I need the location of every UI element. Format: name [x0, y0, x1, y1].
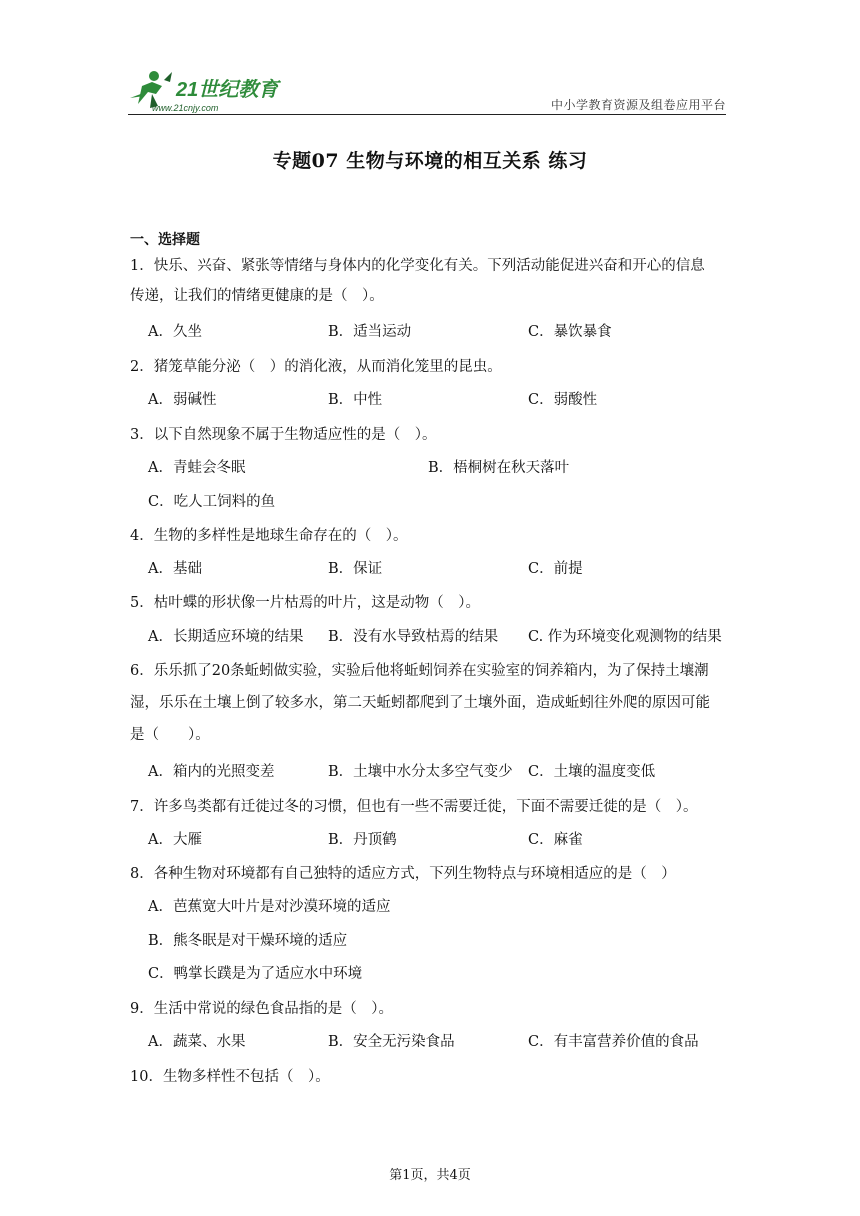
question-5-option-b: B．没有水导致枯焉的结果 — [328, 629, 499, 645]
question-8-option-a: A．芭蕉宽大叶片是对沙漠环境的适应 — [148, 899, 391, 915]
logo-url: www.21cnjy.com — [152, 103, 219, 113]
logo-text: 21世纪教育 — [176, 79, 279, 101]
question-6-text: 是（ ）。 — [130, 727, 210, 743]
question-9-text: 9．生活中常说的绿色食品指的是（ ）。 — [130, 1001, 393, 1017]
question-5-option-c: C. 作为环境变化观测物的结果 — [528, 629, 722, 645]
header-rule — [128, 114, 726, 115]
question-5-text: 5．枯叶蝶的形状像一片枯焉的叶片，这是动物（ ）。 — [130, 595, 480, 611]
question-4-option-a: A．基础 — [148, 561, 202, 577]
question-7-option-a: A．大雁 — [148, 832, 202, 848]
question-5-option-a: A．长期适应环境的结果 — [148, 629, 304, 645]
question-4-option-b: B．保证 — [328, 561, 383, 577]
question-3-text: 3．以下自然现象不属于生物适应性的是（ ）。 — [130, 427, 437, 443]
question-1-option-c: C．暴饮暴食 — [528, 324, 612, 340]
question-8-option-b: B．熊冬眠是对干燥环境的适应 — [148, 933, 348, 949]
question-6-option-c: C．土壤的温度变低 — [528, 764, 656, 780]
platform-name: 中小学教育资源及组卷应用平台 — [550, 98, 726, 112]
question-9-option-a: A．蔬菜、水果 — [148, 1034, 246, 1050]
question-3-option-a: A．青蛙会冬眠 — [148, 460, 246, 476]
question-6-text: 6．乐乐抓了20条蚯蚓做实验，实验后他将蚯蚓饲养在实验室的饲养箱内，为了保持土壤潮 — [130, 663, 709, 679]
question-9-option-c: C．有丰富营养价值的食品 — [528, 1034, 699, 1050]
page-footer: 第1页，共4页 — [389, 1168, 471, 1183]
question-7-option-b: B．丹顶鹤 — [328, 832, 397, 848]
question-2-option-a: A．弱碱性 — [148, 392, 217, 408]
question-10-text: 10．生物多样性不包括（ ）。 — [130, 1069, 330, 1085]
question-1-text: 传递，让我们的情绪更健康的是（ ）。 — [130, 288, 384, 304]
question-8-option-c: C．鸭掌长蹼是为了适应水中环境 — [148, 966, 363, 982]
question-2-option-c: C．弱酸性 — [528, 392, 598, 408]
question-3-option-b: B．梧桐树在秋天落叶 — [428, 460, 570, 476]
question-4-option-c: C．前提 — [528, 561, 583, 577]
question-9-option-b: B．安全无污染食品 — [328, 1034, 455, 1050]
question-1-text: 1．快乐、兴奋、紧张等情绪与身体内的化学变化有关。下列活动能促进兴奋和开心的信息 — [130, 258, 705, 274]
question-6-option-b: B．土壤中水分太多空气变少 — [328, 764, 513, 780]
question-2-text: 2．猪笼草能分泌（ ）的消化液，从而消化笼里的昆虫。 — [130, 359, 502, 375]
question-8-text: 8．各种生物对环境都有自己独特的适应方式，下列生物特点与环境相适应的是（ ） — [130, 866, 676, 882]
question-4-text: 4．生物的多样性是地球生命存在的（ ）。 — [130, 528, 408, 544]
page-header — [128, 66, 726, 116]
question-7-text: 7．许多鸟类都有迁徙过冬的习惯，但也有一些不需要迁徙，下面不需要迁徙的是（ ）。 — [130, 799, 698, 815]
question-6-text: 湿，乐乐在土壤上倒了较多水，第二天蚯蚓都爬到了土壤外面，造成蚯蚓往外爬的原因可能 — [130, 695, 710, 711]
page-title: 专题07 生物与环境的相互关系 练习 — [272, 150, 588, 172]
question-3-option-c: C．吃人工饲料的鱼 — [148, 494, 276, 510]
section-heading: 一、选择题 — [130, 232, 200, 248]
question-1-option-b: B．适当运动 — [328, 324, 412, 340]
question-1-option-a: A．久坐 — [148, 324, 202, 340]
question-6-option-a: A．箱内的光照变差 — [148, 764, 275, 780]
question-7-option-c: C．麻雀 — [528, 832, 583, 848]
logo — [128, 68, 298, 114]
question-2-option-b: B．中性 — [328, 392, 383, 408]
